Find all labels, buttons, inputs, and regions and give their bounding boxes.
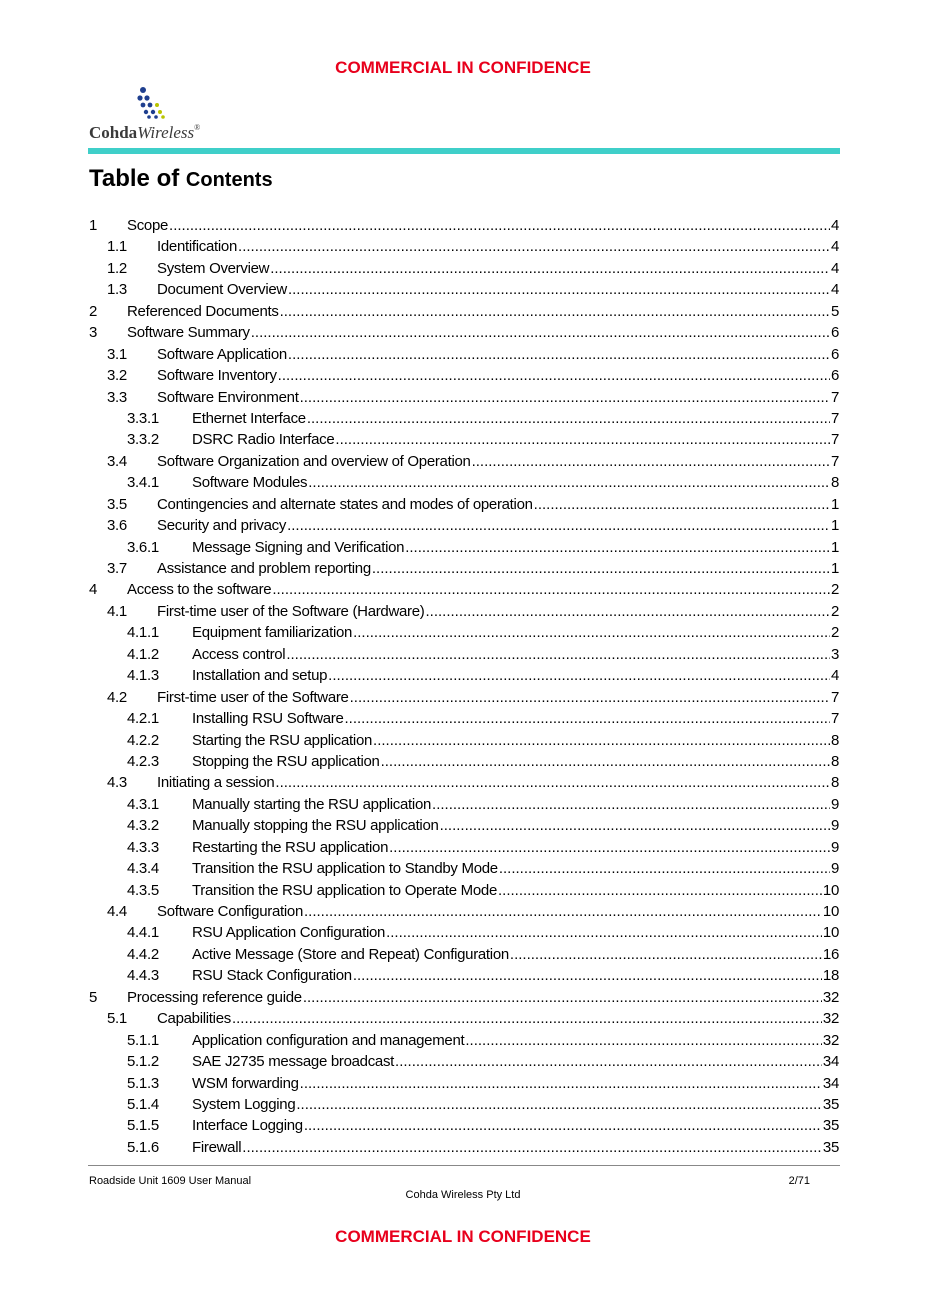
toc-entry[interactable]: [89, 644, 839, 665]
toc-entry-number: 5.1.1: [127, 1031, 159, 1049]
toc-dot-leader: [308, 472, 830, 493]
toc-entry-page: 32: [822, 1031, 839, 1049]
toc-entry-page: 5: [830, 302, 839, 320]
toc-entry[interactable]: [89, 279, 839, 300]
toc-entry-number: 5.1.3: [127, 1074, 159, 1092]
toc-dot-leader: [373, 730, 830, 751]
toc-entry-page: 2: [830, 602, 839, 620]
toc-entry-page: 4: [830, 259, 839, 277]
footer-company: Cohda Wireless Pty Ltd: [405, 1189, 521, 1201]
toc-entry[interactable]: [89, 215, 839, 236]
toc-entry-page: 34: [822, 1074, 839, 1092]
toc-entry-title: Interface Logging: [192, 1117, 303, 1135]
toc-entry-number: 3.5: [107, 495, 127, 513]
toc-entry-page: 35: [822, 1095, 839, 1113]
toc-entry-title: Equipment familiarization: [192, 624, 353, 642]
toc-entry-page: 9: [830, 795, 839, 813]
toc-entry-number: 4.4.1: [127, 924, 159, 942]
toc-entry-number: 1: [89, 217, 98, 234]
toc-entry-title: Restarting the RSU application: [192, 838, 389, 856]
toc-entry[interactable]: [89, 837, 839, 858]
toc-dot-leader: [353, 965, 822, 986]
toc-entry-title: Transition the RSU application to Operate Mode: [192, 881, 497, 899]
toc-dot-leader: [328, 665, 830, 686]
toc-entry-page: 9: [830, 817, 839, 835]
toc-entry-number: 4.2: [107, 688, 127, 706]
toc-dot-leader: [432, 794, 830, 815]
toc-entry-page: 7: [830, 409, 839, 427]
toc-entry-page: 8: [830, 774, 839, 792]
toc-entry-title: First-time user of the Software (Hardware): [157, 602, 425, 620]
toc-entry[interactable]: [89, 622, 839, 643]
toc-entry-page: 18: [822, 967, 839, 985]
toc-entry-number: 5: [89, 988, 98, 1006]
footer-rule: [88, 1165, 840, 1166]
toc-dot-leader: [534, 494, 830, 515]
toc-entry[interactable]: [89, 451, 839, 472]
toc-dot-leader: [296, 1094, 822, 1115]
toc-entry-page: 6: [830, 345, 839, 363]
toc-dot-leader: [304, 901, 822, 922]
toc-dot-leader: [300, 387, 830, 408]
toc-dot-leader: [272, 579, 830, 600]
toc-entry[interactable]: [89, 301, 839, 322]
toc-entry-page: 32: [822, 988, 839, 1006]
toc-dot-leader: [353, 622, 830, 643]
toc-entry-page: 35: [822, 1117, 839, 1135]
toc-entry-number: 4.1.2: [127, 645, 159, 663]
logo-trademark: ®: [194, 123, 201, 132]
toc-entry-page: 8: [830, 731, 839, 749]
toc-entry-number: 4.2.3: [127, 752, 159, 770]
toc-entry[interactable]: [89, 944, 839, 965]
toc-entry-number: 4.4: [107, 903, 127, 920]
toc-entry-title: WSM forwarding: [192, 1074, 299, 1092]
toc-entry-page: 4: [830, 238, 839, 256]
footer-document-title: Roadside Unit 1609 User Manual: [89, 1175, 252, 1187]
toc-dot-leader: [238, 236, 830, 257]
toc-entry-title: DSRC Radio Interface: [192, 431, 335, 449]
toc-entry-number: 4.1.3: [127, 667, 159, 685]
toc-entry-title: SAE J2735 message broadcast: [192, 1053, 395, 1071]
toc-entry-number: 4.3.1: [127, 795, 159, 813]
toc-entry-number: 3.4.1: [127, 474, 159, 492]
toc-entry-page: 8: [830, 752, 839, 770]
toc-entry-page: 1: [830, 560, 839, 577]
toc-entry[interactable]: [89, 1008, 839, 1029]
toc-dot-leader: [169, 215, 830, 236]
toc-entry-number: 4.3: [107, 774, 127, 792]
toc-dot-leader: [251, 322, 830, 343]
toc-entry[interactable]: [89, 987, 839, 1008]
toc-entry-page: 8: [830, 474, 839, 492]
toc-entry-title: First-time user of the Software: [157, 688, 349, 706]
toc-entry-number: 4.1: [107, 602, 127, 620]
toc-entry[interactable]: [89, 1094, 839, 1115]
toc-entry[interactable]: [89, 515, 839, 536]
toc-entry-title: System Overview: [157, 259, 270, 277]
toc-entry-number: 4.3.2: [127, 817, 159, 835]
toc-entry-page: 10: [822, 903, 839, 920]
toc-dot-leader: [278, 365, 830, 386]
toc-dot-leader: [287, 515, 830, 536]
toc-entry[interactable]: [89, 322, 839, 343]
toc-entry-number: 3.6.1: [127, 538, 159, 556]
toc-entry-page: 9: [830, 860, 839, 878]
toc-entry-number: 5.1.5: [127, 1117, 159, 1135]
toc-entry[interactable]: [89, 922, 839, 943]
toc-entry-title: Software Inventory: [157, 367, 277, 385]
toc-entry-number: 3: [89, 324, 98, 342]
toc-entry[interactable]: [89, 365, 839, 386]
toc-entry-title: Message Signing and Verification: [192, 538, 405, 556]
toc-entry-title: System Logging: [192, 1095, 296, 1113]
toc-entry[interactable]: [89, 344, 839, 365]
toc-entry-page: 4: [830, 667, 839, 685]
toc-entry-number: 3.2: [107, 367, 127, 385]
toc-entry-number: 4.3.5: [127, 881, 159, 899]
toc-entry[interactable]: [89, 815, 839, 836]
toc-entry-title: Application configuration and management: [192, 1031, 465, 1049]
toc-entry[interactable]: [89, 772, 839, 793]
toc-dot-leader: [280, 301, 830, 322]
toc-entry-number: 3.4: [107, 452, 127, 470]
toc-dot-leader: [440, 815, 830, 836]
toc-entry-page: 1: [830, 495, 839, 513]
toc-title-small: Contents: [185, 169, 273, 191]
toc-dot-leader: [510, 944, 822, 965]
toc-dot-leader: [335, 429, 830, 450]
toc-entry-page: 9: [830, 838, 839, 856]
toc-entry-number: 3.3.2: [127, 431, 159, 449]
toc-entry-page: 16: [822, 945, 839, 963]
toc-entry-number: 5.1.4: [127, 1095, 159, 1113]
header-accent-rule: [88, 148, 840, 154]
toc-dot-leader: [270, 258, 830, 279]
toc-entry-number: 4.4.2: [127, 945, 159, 963]
toc-dot-leader: [395, 1051, 822, 1072]
toc-entry[interactable]: [89, 708, 839, 729]
toc-entry-number: 4: [89, 581, 98, 599]
toc-entry[interactable]: [89, 494, 839, 515]
toc-entry-number: 1.3: [107, 281, 127, 299]
toc-dot-leader: [425, 601, 829, 622]
toc-entry-number: 3.7: [107, 560, 127, 577]
toc-dot-leader: [242, 1137, 822, 1158]
toc-dot-leader: [472, 451, 830, 472]
toc-entry-number: 4.2.2: [127, 731, 159, 749]
toc-dot-leader: [389, 837, 830, 858]
toc-entry-number: 4.3.3: [127, 838, 159, 856]
toc-dot-leader: [275, 772, 830, 793]
toc-entry[interactable]: [89, 387, 839, 408]
company-logo: [89, 86, 229, 146]
toc-entry-number: 4.3.4: [127, 860, 159, 878]
toc-entry-page: 2: [830, 581, 839, 599]
toc-entry[interactable]: [89, 1137, 839, 1158]
toc-entry-title: Software Organization and overview of Operation: [157, 452, 471, 470]
table-of-contents: [89, 215, 839, 1158]
toc-entry[interactable]: [89, 236, 839, 257]
toc-entry-page: 4: [830, 281, 839, 299]
toc-entry-page: 2: [830, 624, 839, 642]
toc-entry-title: Assistance and problem reporting: [157, 560, 371, 577]
toc-entry[interactable]: [89, 858, 839, 879]
toc-entry-title: Installing RSU Software: [192, 710, 344, 728]
toc-dot-leader: [386, 922, 822, 943]
logo-wordmark: [89, 123, 200, 143]
toc-entry-title: Manually stopping the RSU application: [192, 817, 439, 835]
toc-entry-number: 4.1.1: [127, 624, 159, 642]
toc-dot-leader: [499, 858, 830, 879]
toc-entry-page: 6: [830, 324, 839, 342]
toc-entry-number: 3.3: [107, 388, 127, 406]
toc-entry-title: Software Modules: [192, 474, 308, 492]
toc-entry-number: 3.3.1: [127, 409, 159, 427]
toc-entry-page: 7: [830, 710, 839, 728]
toc-entry-page: 7: [830, 431, 839, 449]
toc-entry-title: Software Configuration: [157, 903, 303, 920]
confidentiality-footer: COMMERCIAL IN CONFIDENCE: [335, 1227, 591, 1246]
toc-entry-title: Manually starting the RSU application: [192, 795, 432, 813]
toc-entry-title: Software Environment: [157, 388, 299, 406]
toc-dot-leader: [372, 558, 830, 579]
toc-dot-leader: [286, 644, 830, 665]
toc-entry-title: Software Summary: [127, 324, 250, 342]
toc-dot-leader: [307, 408, 830, 429]
toc-entry-number: 2: [89, 302, 98, 320]
toc-entry-number: 4.2.1: [127, 710, 159, 728]
toc-dot-leader: [288, 279, 830, 300]
toc-entry[interactable]: [89, 730, 839, 751]
toc-dot-leader: [381, 751, 830, 772]
toc-entry-title: Stopping the RSU application: [192, 752, 380, 770]
toc-entry-number: 5.1.6: [127, 1138, 159, 1156]
toc-entry-page: 34: [822, 1053, 839, 1071]
confidentiality-header: COMMERCIAL IN CONFIDENCE: [335, 58, 591, 77]
toc-entry[interactable]: [89, 579, 839, 600]
toc-dot-leader: [350, 687, 830, 708]
toc-entry-title: Processing reference guide: [127, 988, 302, 1006]
toc-entry-number: 5.1: [107, 1010, 127, 1028]
toc-entry-title: Software Application: [157, 345, 287, 363]
toc-entry[interactable]: [89, 901, 839, 922]
toc-entry-title: Initiating a session: [157, 774, 275, 792]
toc-entry-page: 6: [830, 367, 839, 385]
toc-entry[interactable]: [89, 258, 839, 279]
toc-entry-page: 7: [830, 388, 839, 406]
toc-entry[interactable]: [89, 429, 839, 450]
toc-entry-title: Starting the RSU application: [192, 731, 373, 749]
toc-entry[interactable]: [89, 1051, 839, 1072]
toc-entry-page: 4: [830, 217, 839, 234]
toc-entry-page: 32: [822, 1010, 839, 1028]
toc-entry-title: Transition the RSU application to Standby Mode: [192, 860, 498, 878]
toc-entry[interactable]: [89, 558, 839, 579]
logo-brand-italic: Wireless: [137, 123, 195, 142]
toc-entry[interactable]: [89, 601, 839, 622]
toc-entry[interactable]: [89, 794, 839, 815]
toc-dot-leader: [232, 1008, 822, 1029]
toc-entry[interactable]: [89, 687, 839, 708]
toc-entry-number: 4.4.3: [127, 967, 159, 985]
toc-entry-title: Referenced Documents: [127, 302, 279, 320]
toc-entry-title: Access control: [192, 645, 286, 663]
toc-entry[interactable]: [89, 537, 839, 558]
toc-dot-leader: [300, 1073, 822, 1094]
toc-entry-title: Active Message (Store and Repeat) Configuration: [192, 945, 509, 963]
toc-entry-title: Installation and setup: [192, 667, 328, 685]
toc-entry-number: 3.6: [107, 517, 127, 535]
toc-entry-number: 1.2: [107, 259, 127, 277]
toc-entry[interactable]: [89, 1073, 839, 1094]
toc-entry[interactable]: [89, 751, 839, 772]
footer-page-number: 2/71: [788, 1175, 810, 1187]
toc-entry-number: 1.1: [107, 238, 127, 256]
toc-title-large: Table of: [89, 165, 180, 192]
toc-entry[interactable]: [89, 665, 839, 686]
toc-entry-page: 10: [822, 924, 839, 942]
toc-dot-leader: [304, 1115, 822, 1136]
toc-entry-page: 1: [830, 517, 839, 535]
toc-entry-title: RSU Stack Configuration: [192, 967, 352, 985]
toc-entry-page: 10: [822, 881, 839, 899]
toc-dot-leader: [465, 1030, 822, 1051]
toc-entry-page: 7: [830, 688, 839, 706]
toc-entry[interactable]: [89, 965, 839, 986]
toc-entry[interactable]: [89, 472, 839, 493]
toc-entry-title: Ethernet Interface: [192, 409, 306, 427]
toc-entry-title: RSU Application Configuration: [192, 924, 386, 942]
toc-entry-page: 7: [830, 452, 839, 470]
toc-entry-title: Scope: [127, 217, 169, 234]
toc-entry-page: 3: [830, 645, 839, 663]
toc-entry[interactable]: [89, 880, 839, 901]
toc-entry[interactable]: [89, 408, 839, 429]
toc-entry-title: Identification: [157, 238, 238, 256]
toc-entry-number: 3.1: [107, 345, 127, 363]
toc-entry-page: 35: [822, 1138, 839, 1156]
toc-entry[interactable]: [89, 1115, 839, 1136]
toc-dot-leader: [405, 537, 830, 558]
toc-dot-leader: [498, 880, 822, 901]
toc-entry-title: Security and privacy: [157, 517, 287, 535]
logo-dots-icon: [133, 86, 173, 122]
toc-entry-title: Document Overview: [157, 281, 287, 299]
toc-entry-number: 5.1.2: [127, 1053, 159, 1071]
toc-dot-leader: [303, 987, 822, 1008]
toc-entry-title: Firewall: [192, 1138, 242, 1156]
toc-entry-page: 1: [830, 538, 839, 556]
toc-title: [89, 165, 273, 193]
toc-entry[interactable]: [89, 1030, 839, 1051]
toc-dot-leader: [345, 708, 830, 729]
toc-dot-leader: [288, 344, 830, 365]
toc-entry-title: Contingencies and alternate states and modes of operation: [157, 495, 533, 513]
logo-brand-bold: Cohda: [89, 123, 138, 142]
toc-entry-title: Capabilities: [157, 1010, 231, 1028]
toc-entry-title: Access to the software: [127, 581, 272, 599]
